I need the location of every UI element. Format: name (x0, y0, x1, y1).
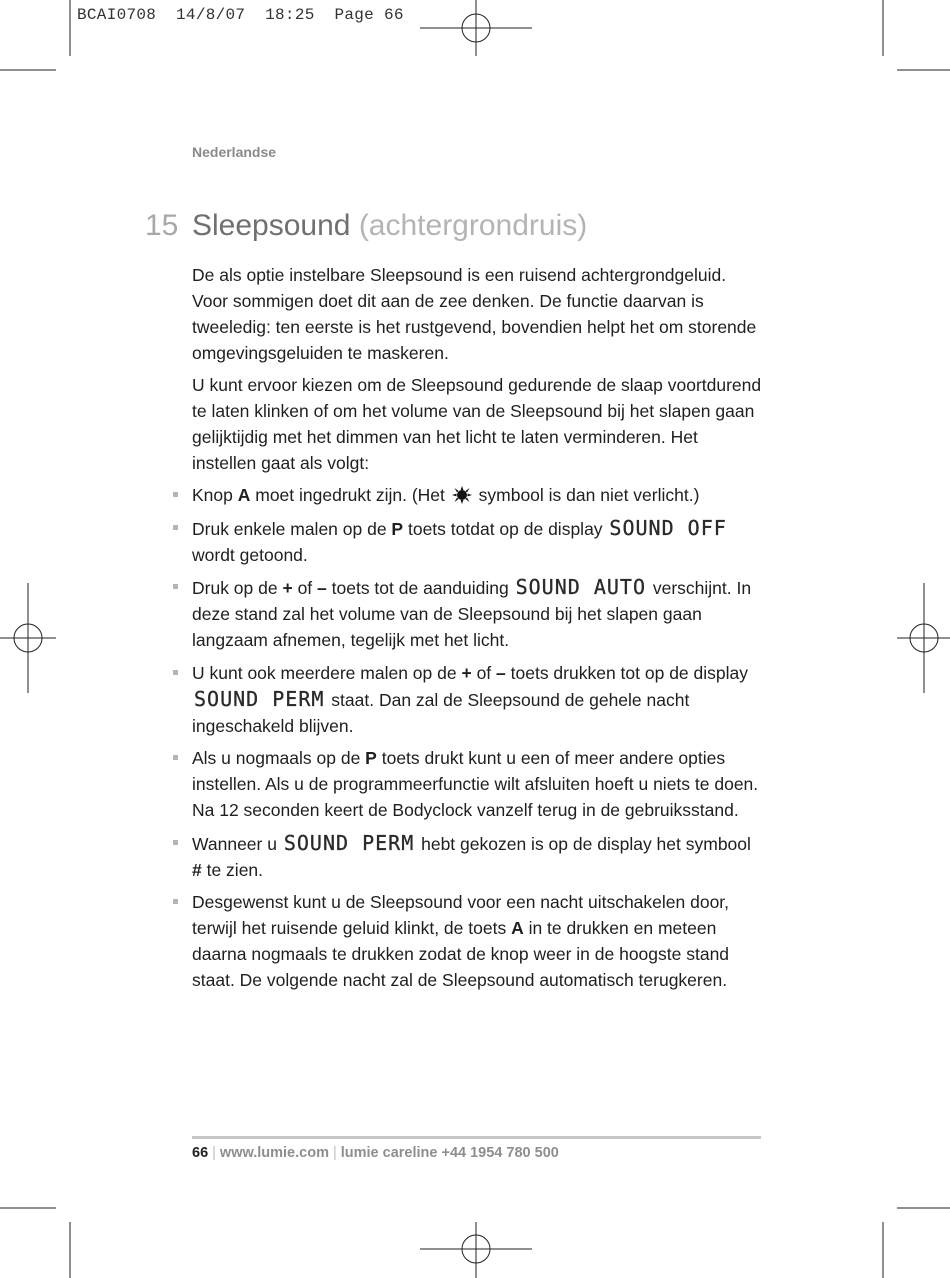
key-label: A (511, 918, 524, 938)
key-label: – (317, 578, 327, 598)
text: Als u nogmaals op de (192, 748, 366, 768)
square-bullet-icon (173, 755, 178, 760)
square-bullet-icon (173, 840, 178, 845)
lcd-display-text: SOUND OFF (609, 515, 727, 540)
key-label: P (365, 748, 377, 768)
list-item (192, 660, 764, 739)
text: moet ingedrukt zijn. (Het (250, 485, 450, 505)
print-header: BCAI0708 14/8/07 18:25 Page 66 (77, 6, 404, 24)
registration-mark-bottom (420, 1222, 532, 1278)
paragraph: De als optie instelbare Sleepsound is een ruisend achtergrondgeluid. Voor sommigen doet dit aan de zee denken. De functie daarvan is tweeledig: ten eerste is het rustgevend, bovendien helpt het om storende omgevingsgeluiden te maskeren. (192, 265, 757, 363)
registration-mark-top (420, 0, 532, 56)
body-content (192, 262, 764, 1000)
lcd-display-text: SOUND PERM (283, 830, 415, 855)
text: toets totdat op de display (403, 518, 608, 539)
list-item (192, 830, 764, 883)
text: te zien. (201, 859, 264, 880)
section-heading (145, 209, 587, 243)
page-footer (192, 1145, 559, 1161)
registration-mark-left (0, 583, 56, 693)
lcd-display-text: SOUND AUTO (515, 575, 646, 599)
text: staat. Dan zal de Sleepsound de gehele nacht ingeschakeld blijven. (192, 689, 690, 736)
text: hebt gekozen is op de display het symbool (416, 833, 751, 854)
lcd-display-text: SOUND PERM (194, 686, 325, 711)
careline-text: lumie careline +44 1954 780 500 (340, 1145, 559, 1161)
key-label: A (237, 485, 251, 505)
section-title: Sleepsound (192, 209, 351, 242)
list-item (192, 482, 764, 508)
footer-separator: | (212, 1145, 216, 1161)
text: Knop (192, 485, 238, 505)
text: U kunt ook meerdere malen op de (192, 662, 462, 683)
square-bullet-icon (173, 584, 178, 589)
list-item (192, 574, 764, 653)
website-link[interactable]: www.lumie.com (219, 1145, 329, 1161)
text: Druk enkele malen op de (192, 518, 392, 539)
text: toets tot de aanduiding (326, 578, 514, 598)
key-label: + (282, 578, 293, 598)
key-label: P (391, 518, 404, 539)
list-item (192, 889, 764, 993)
symbol-label: # (192, 859, 202, 880)
text: of (471, 662, 497, 683)
paragraph: U kunt ervoor kiezen om de Sleepsound gedurende de slaap voortdurend te laten klinken of om het volume van de Sleepsound bij het slapen gaan gelijktijdig met het dimmen van het licht te laten verminderen. Het instellen gaat als volgt: (192, 375, 762, 473)
text: Druk op de (192, 578, 283, 598)
text: of (292, 578, 318, 598)
text: Desgewenst kunt u de Sleepsound voor een nacht uitschakelen door, terwijl het ruisende geluid klinkt, de toets (192, 892, 730, 938)
text: toets drukt kunt u een of meer andere opties instellen. Als u de programmeerfunctie wilt afsluiten hoeft u niets te doen. Na 12 seconden keert de Bodyclock vanzelf terug in de gebruiksstand. (192, 748, 759, 820)
square-bullet-icon (173, 525, 178, 530)
instruction-list (192, 482, 764, 993)
text: verschijnt. In deze stand zal het volume van de Sleepsound bij het slapen gaan langzaam afnemen, tegelijk met het licht. (192, 578, 752, 650)
section-subtitle: (achtergrondruis) (358, 209, 588, 242)
registration-mark-right (897, 583, 950, 693)
square-bullet-icon (173, 899, 178, 904)
text: wordt getoond. (192, 544, 308, 565)
list-item (192, 745, 764, 823)
key-label: + (461, 662, 472, 683)
square-bullet-icon (173, 492, 178, 497)
footer-separator: | (332, 1145, 337, 1161)
key-label: – (496, 662, 506, 683)
square-bullet-icon (173, 670, 178, 675)
sun-icon (450, 486, 474, 504)
text: symbool is dan niet verlicht.) (473, 485, 700, 505)
page-number: 66 (192, 1145, 209, 1161)
list-item (192, 515, 764, 568)
footer-rule (192, 1136, 761, 1139)
text: in te drukken en meteen daarna nogmaals te drukken zodat de knop weer in de hoogste stand staat. De volgende nacht zal de Sleepsound automatisch terugkeren. (192, 918, 730, 990)
section-label: Nederlandse (192, 144, 277, 160)
section-number: 15 (145, 209, 179, 242)
text: Wanneer u (192, 833, 282, 854)
text: toets drukken tot op de display (505, 662, 748, 683)
